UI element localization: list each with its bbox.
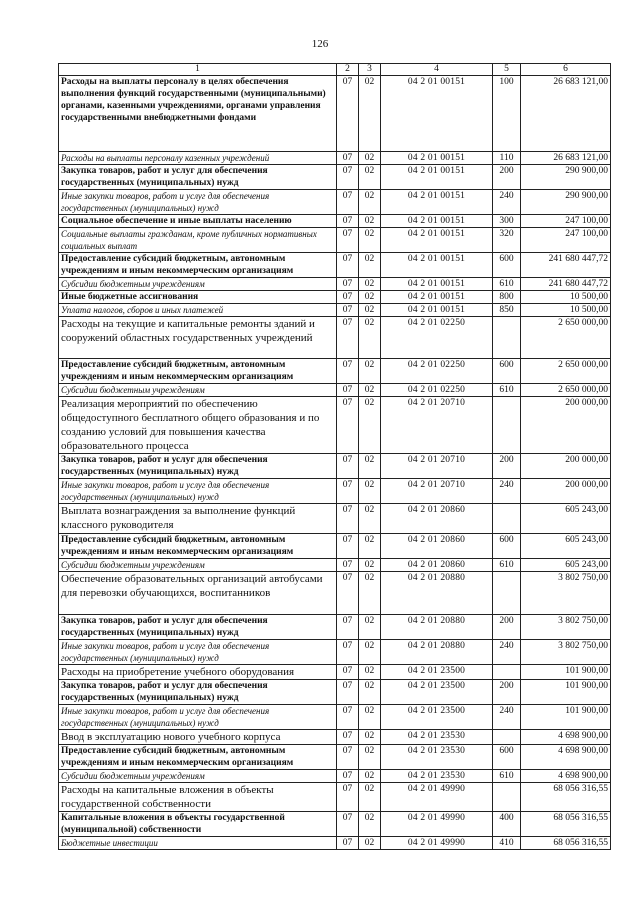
table-row (59, 504, 611, 534)
expense-name-cell: Социальные выплаты гражданам, кроме публичных нормативных социальных выплат (59, 228, 337, 253)
amount-cell: 4 698 900,00 (521, 745, 611, 770)
table-row (59, 397, 611, 454)
subsection-code-cell: 02 (359, 384, 381, 397)
section-code-cell: 07 (337, 397, 359, 454)
amount-cell: 605 243,00 (521, 559, 611, 572)
expense-type-cell: 240 (493, 640, 521, 665)
target-article-cell: 04 2 01 23530 (381, 745, 493, 770)
section-code-cell: 07 (337, 454, 359, 479)
column-header: 2 (337, 64, 359, 76)
target-article-cell: 04 2 01 20710 (381, 397, 493, 454)
expense-name-cell: Расходы на текущие и капитальные ремонты зданий и сооружений областных государственных учреждений (59, 317, 337, 359)
expense-type-cell: 610 (493, 278, 521, 291)
table-row (59, 278, 611, 291)
table-row (59, 291, 611, 304)
expense-name-cell: Бюджетные инвестиции (59, 837, 337, 850)
expense-type-cell: 200 (493, 680, 521, 705)
expense-type-cell: 240 (493, 190, 521, 215)
expense-type-cell (493, 783, 521, 812)
section-code-cell: 07 (337, 837, 359, 850)
subsection-code-cell: 02 (359, 730, 381, 745)
page-number: 126 (311, 38, 329, 50)
section-code-cell: 07 (337, 615, 359, 640)
section-code-cell: 07 (337, 705, 359, 730)
amount-cell: 605 243,00 (521, 504, 611, 534)
target-article-cell: 04 2 01 20860 (381, 534, 493, 559)
target-article-cell: 04 2 01 23530 (381, 730, 493, 745)
subsection-code-cell: 02 (359, 572, 381, 615)
expense-type-cell: 410 (493, 837, 521, 850)
expense-type-cell: 600 (493, 253, 521, 278)
section-code-cell: 07 (337, 76, 359, 152)
section-code-cell: 07 (337, 534, 359, 559)
section-code-cell: 07 (337, 572, 359, 615)
table-header-row (59, 64, 611, 76)
target-article-cell: 04 2 01 20880 (381, 615, 493, 640)
expense-type-cell: 600 (493, 534, 521, 559)
expense-name-cell: Обеспечение образовательных организаций автобусами для перевозки обучающихся, воспитанников (59, 572, 337, 615)
expense-type-cell: 100 (493, 76, 521, 152)
subsection-code-cell: 02 (359, 454, 381, 479)
amount-cell: 10 500,00 (521, 304, 611, 317)
table-row (59, 730, 611, 745)
amount-cell: 3 802 750,00 (521, 640, 611, 665)
expense-type-cell: 200 (493, 165, 521, 190)
subsection-code-cell: 02 (359, 291, 381, 304)
amount-cell: 247 100,00 (521, 228, 611, 253)
table-row (59, 152, 611, 165)
expense-type-cell: 200 (493, 454, 521, 479)
column-header: 6 (521, 64, 611, 76)
subsection-code-cell: 02 (359, 504, 381, 534)
section-code-cell: 07 (337, 504, 359, 534)
expense-name-cell: Субсидии бюджетным учреждениям (59, 278, 337, 291)
table-row (59, 745, 611, 770)
expense-type-cell: 600 (493, 745, 521, 770)
subsection-code-cell: 02 (359, 783, 381, 812)
expense-type-cell: 320 (493, 228, 521, 253)
expense-type-cell: 610 (493, 559, 521, 572)
amount-cell: 26 683 121,00 (521, 76, 611, 152)
budget-table (58, 63, 611, 850)
expense-type-cell: 200 (493, 615, 521, 640)
target-article-cell: 04 2 01 20880 (381, 572, 493, 615)
expense-name-cell: Субсидии бюджетным учреждениям (59, 384, 337, 397)
expense-name-cell: Социальное обеспечение и иные выплаты населению (59, 215, 337, 228)
subsection-code-cell: 02 (359, 215, 381, 228)
expense-name-cell: Субсидии бюджетным учреждениям (59, 770, 337, 783)
amount-cell: 241 680 447,72 (521, 278, 611, 291)
expense-name-cell: Иные закупки товаров, работ и услуг для обеспечения государственных (муниципальных) нужд (59, 479, 337, 504)
table-row (59, 228, 611, 253)
section-code-cell: 07 (337, 384, 359, 397)
expense-name-cell: Закупка товаров, работ и услуг для обеспечения государственных (муниципальных) нужд (59, 454, 337, 479)
table-row (59, 572, 611, 615)
target-article-cell: 04 2 01 20860 (381, 559, 493, 572)
subsection-code-cell: 02 (359, 640, 381, 665)
table-row (59, 705, 611, 730)
expense-name-cell: Предоставление субсидий бюджетным, автономным учреждениям и иным некоммерческим организациям (59, 534, 337, 559)
subsection-code-cell: 02 (359, 190, 381, 215)
expense-type-cell: 400 (493, 812, 521, 837)
target-article-cell: 04 2 01 00151 (381, 76, 493, 152)
expense-name-cell: Предоставление субсидий бюджетным, автономным учреждениям и иным некоммерческим организациям (59, 253, 337, 278)
expense-name-cell: Иные закупки товаров, работ и услуг для обеспечения государственных (муниципальных) нужд (59, 640, 337, 665)
section-code-cell: 07 (337, 770, 359, 783)
target-article-cell: 04 2 01 02250 (381, 317, 493, 359)
amount-cell: 241 680 447,72 (521, 253, 611, 278)
target-article-cell: 04 2 01 00151 (381, 190, 493, 215)
table-row (59, 812, 611, 837)
target-article-cell: 04 2 01 23500 (381, 705, 493, 730)
table-row (59, 534, 611, 559)
expense-name-cell: Иные закупки товаров, работ и услуг для обеспечения государственных (муниципальных) нужд (59, 705, 337, 730)
section-code-cell: 07 (337, 165, 359, 190)
table-row (59, 640, 611, 665)
amount-cell: 26 683 121,00 (521, 152, 611, 165)
table-row (59, 76, 611, 152)
section-code-cell: 07 (337, 680, 359, 705)
subsection-code-cell: 02 (359, 559, 381, 572)
subsection-code-cell: 02 (359, 278, 381, 291)
subsection-code-cell: 02 (359, 665, 381, 680)
expense-type-cell: 610 (493, 384, 521, 397)
target-article-cell: 04 2 01 00151 (381, 278, 493, 291)
expense-name-cell: Иные закупки товаров, работ и услуг для обеспечения государственных (муниципальных) нужд (59, 190, 337, 215)
amount-cell: 605 243,00 (521, 534, 611, 559)
amount-cell: 4 698 900,00 (521, 730, 611, 745)
amount-cell: 290 900,00 (521, 190, 611, 215)
table-row (59, 384, 611, 397)
section-code-cell: 07 (337, 559, 359, 572)
section-code-cell: 07 (337, 190, 359, 215)
section-code-cell: 07 (337, 783, 359, 812)
section-code-cell: 07 (337, 479, 359, 504)
amount-cell: 68 056 316,55 (521, 812, 611, 837)
expense-type-cell (493, 504, 521, 534)
amount-cell: 101 900,00 (521, 705, 611, 730)
table-row (59, 559, 611, 572)
amount-cell: 200 000,00 (521, 454, 611, 479)
target-article-cell: 04 2 01 49990 (381, 837, 493, 850)
table-row (59, 253, 611, 278)
table-row (59, 479, 611, 504)
table-row (59, 680, 611, 705)
expense-name-cell: Ввод в эксплуатацию нового учебного корпуса (59, 730, 337, 745)
subsection-code-cell: 02 (359, 76, 381, 152)
target-article-cell: 04 2 01 00151 (381, 165, 493, 190)
column-header: 3 (359, 64, 381, 76)
target-article-cell: 04 2 01 20710 (381, 479, 493, 504)
target-article-cell: 04 2 01 02250 (381, 359, 493, 384)
expense-type-cell: 110 (493, 152, 521, 165)
section-code-cell: 07 (337, 359, 359, 384)
expense-name-cell: Закупка товаров, работ и услуг для обеспечения государственных (муниципальных) нужд (59, 165, 337, 190)
subsection-code-cell: 02 (359, 359, 381, 384)
subsection-code-cell: 02 (359, 812, 381, 837)
target-article-cell: 04 2 01 49990 (381, 812, 493, 837)
amount-cell: 247 100,00 (521, 215, 611, 228)
subsection-code-cell: 02 (359, 304, 381, 317)
amount-cell: 101 900,00 (521, 680, 611, 705)
expense-name-cell: Расходы на капитальные вложения в объекты государственной собственности (59, 783, 337, 812)
amount-cell: 2 650 000,00 (521, 359, 611, 384)
amount-cell: 68 056 316,55 (521, 783, 611, 812)
expense-type-cell: 850 (493, 304, 521, 317)
expense-name-cell: Расходы на выплаты персоналу в целях обеспечения выполнения функций государственными (муниципальными) органами, казенными учреждениями, органами управления государственными внебюджетными фондами (59, 76, 337, 152)
subsection-code-cell: 02 (359, 534, 381, 559)
section-code-cell: 07 (337, 730, 359, 745)
expense-name-cell: Выплата вознаграждения за выполнение функций классного руководителя (59, 504, 337, 534)
expense-type-cell (493, 572, 521, 615)
table-row (59, 215, 611, 228)
expense-name-cell: Расходы на приобретение учебного оборудования (59, 665, 337, 680)
subsection-code-cell: 02 (359, 745, 381, 770)
subsection-code-cell: 02 (359, 680, 381, 705)
subsection-code-cell: 02 (359, 228, 381, 253)
target-article-cell: 04 2 01 00151 (381, 228, 493, 253)
section-code-cell: 07 (337, 152, 359, 165)
expense-name-cell: Расходы на выплаты персоналу казенных учреждений (59, 152, 337, 165)
expense-type-cell (493, 730, 521, 745)
expense-name-cell: Уплата налогов, сборов и иных платежей (59, 304, 337, 317)
table-row (59, 783, 611, 812)
table-row (59, 665, 611, 680)
subsection-code-cell: 02 (359, 837, 381, 850)
expense-type-cell: 240 (493, 479, 521, 504)
amount-cell: 290 900,00 (521, 165, 611, 190)
table-row (59, 615, 611, 640)
expense-name-cell: Закупка товаров, работ и услуг для обеспечения государственных (муниципальных) нужд (59, 680, 337, 705)
section-code-cell: 07 (337, 745, 359, 770)
subsection-code-cell: 02 (359, 317, 381, 359)
section-code-cell: 07 (337, 278, 359, 291)
target-article-cell: 04 2 01 23500 (381, 665, 493, 680)
amount-cell: 3 802 750,00 (521, 615, 611, 640)
section-code-cell: 07 (337, 317, 359, 359)
table-row (59, 190, 611, 215)
expense-name-cell: Закупка товаров, работ и услуг для обеспечения государственных (муниципальных) нужд (59, 615, 337, 640)
target-article-cell: 04 2 01 00151 (381, 253, 493, 278)
amount-cell: 101 900,00 (521, 665, 611, 680)
expense-type-cell: 600 (493, 359, 521, 384)
section-code-cell: 07 (337, 291, 359, 304)
section-code-cell: 07 (337, 665, 359, 680)
expense-name-cell: Субсидии бюджетным учреждениям (59, 559, 337, 572)
column-header: 1 (59, 64, 337, 76)
expense-name-cell: Реализация мероприятий по обеспечению общедоступного бесплатного общего образования и по созданию условий для повышения качества образовательного процесса (59, 397, 337, 454)
section-code-cell: 07 (337, 812, 359, 837)
subsection-code-cell: 02 (359, 165, 381, 190)
amount-cell: 3 802 750,00 (521, 572, 611, 615)
table-row (59, 317, 611, 359)
target-article-cell: 04 2 01 00151 (381, 215, 493, 228)
expense-type-cell: 300 (493, 215, 521, 228)
target-article-cell: 04 2 01 20860 (381, 504, 493, 534)
subsection-code-cell: 02 (359, 253, 381, 278)
expense-name-cell: Предоставление субсидий бюджетным, автономным учреждениям и иным некоммерческим организациям (59, 745, 337, 770)
expense-name-cell: Иные бюджетные ассигнования (59, 291, 337, 304)
section-code-cell: 07 (337, 253, 359, 278)
amount-cell: 200 000,00 (521, 397, 611, 454)
amount-cell: 4 698 900,00 (521, 770, 611, 783)
subsection-code-cell: 02 (359, 770, 381, 783)
section-code-cell: 07 (337, 640, 359, 665)
subsection-code-cell: 02 (359, 705, 381, 730)
target-article-cell: 04 2 01 02250 (381, 384, 493, 397)
amount-cell: 200 000,00 (521, 479, 611, 504)
target-article-cell: 04 2 01 20880 (381, 640, 493, 665)
subsection-code-cell: 02 (359, 152, 381, 165)
expense-name-cell: Капитальные вложения в объекты государственной (муниципальной) собственности (59, 812, 337, 837)
amount-cell: 10 500,00 (521, 291, 611, 304)
expense-type-cell (493, 665, 521, 680)
expense-name-cell: Предоставление субсидий бюджетным, автономным учреждениям и иным некоммерческим организациям (59, 359, 337, 384)
table-row (59, 304, 611, 317)
subsection-code-cell: 02 (359, 479, 381, 504)
subsection-code-cell: 02 (359, 615, 381, 640)
subsection-code-cell: 02 (359, 397, 381, 454)
target-article-cell: 04 2 01 49990 (381, 783, 493, 812)
table-row (59, 837, 611, 850)
table-row (59, 770, 611, 783)
column-header: 5 (493, 64, 521, 76)
target-article-cell: 04 2 01 00151 (381, 291, 493, 304)
target-article-cell: 04 2 01 23530 (381, 770, 493, 783)
amount-cell: 2 650 000,00 (521, 317, 611, 359)
expense-type-cell: 800 (493, 291, 521, 304)
expense-type-cell (493, 397, 521, 454)
section-code-cell: 07 (337, 228, 359, 253)
target-article-cell: 04 2 01 23500 (381, 680, 493, 705)
target-article-cell: 04 2 01 20710 (381, 454, 493, 479)
amount-cell: 2 650 000,00 (521, 384, 611, 397)
expense-type-cell (493, 317, 521, 359)
target-article-cell: 04 2 01 00151 (381, 152, 493, 165)
section-code-cell: 07 (337, 215, 359, 228)
table-row (59, 454, 611, 479)
expense-type-cell: 610 (493, 770, 521, 783)
amount-cell: 68 056 316,55 (521, 837, 611, 850)
expense-type-cell: 240 (493, 705, 521, 730)
table-row (59, 165, 611, 190)
target-article-cell: 04 2 01 00151 (381, 304, 493, 317)
column-header: 4 (381, 64, 493, 76)
table-row (59, 359, 611, 384)
section-code-cell: 07 (337, 304, 359, 317)
